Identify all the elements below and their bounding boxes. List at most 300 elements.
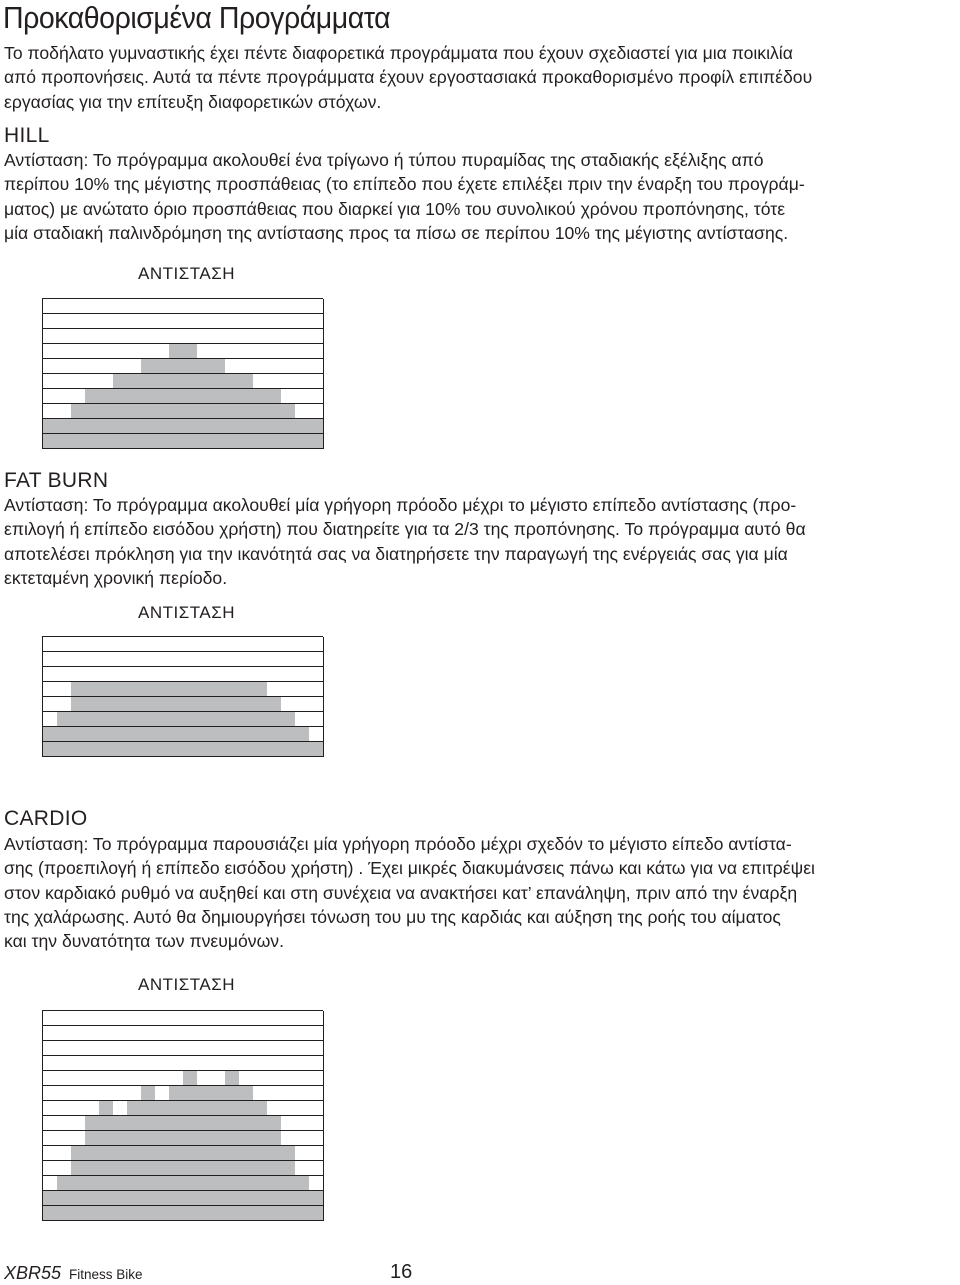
- profile-cell-filled: [85, 404, 100, 419]
- profile-cell-filled: [239, 727, 254, 742]
- profile-cell: [85, 1026, 100, 1041]
- profile-cell: [253, 344, 268, 359]
- profile-cell-filled: [295, 742, 310, 757]
- profile-cell: [197, 637, 212, 652]
- profile-cell-filled: [57, 1206, 72, 1221]
- profile-cell-filled: [183, 697, 198, 712]
- profile-cell-filled: [113, 682, 128, 697]
- profile-cell: [183, 1011, 198, 1026]
- profile-cell-filled: [295, 434, 310, 449]
- profile-cell-filled: [169, 1101, 184, 1116]
- profile-cell: [183, 299, 198, 314]
- profile-cell: [57, 682, 72, 697]
- profile-cell-filled: [169, 1206, 184, 1221]
- profile-cell-filled: [211, 1191, 226, 1206]
- profile-cell-filled: [113, 1116, 128, 1131]
- profile-cell-filled: [155, 404, 170, 419]
- profile-cell-filled: [253, 404, 268, 419]
- profile-cell-filled: [253, 1206, 268, 1221]
- profile-cell-filled: [155, 697, 170, 712]
- profile-cell: [211, 1071, 226, 1086]
- profile-cell-filled: [295, 1191, 310, 1206]
- intro-line: Το ποδήλατο γυμναστικής έχει πέντε διαφορετικά προγράμματα που έχουν σχεδιαστεί για μια ποικιλία: [4, 43, 793, 63]
- profile-cell-filled: [113, 374, 128, 389]
- profile-cell-filled: [127, 434, 142, 449]
- profile-cell: [169, 652, 184, 667]
- profile-cell-filled: [155, 1176, 170, 1191]
- profile-cell-filled: [253, 742, 268, 757]
- profile-cell-filled: [183, 1101, 198, 1116]
- profile-cell: [281, 682, 296, 697]
- profile-cell: [295, 344, 310, 359]
- profile-cell: [239, 652, 254, 667]
- profile-cell-filled: [267, 697, 282, 712]
- profile-cell-filled: [141, 682, 156, 697]
- profile-cell: [309, 727, 324, 742]
- cardio-line: Αντίσταση: Το πρόγραμμα παρουσιάζει μία γρήγορη πρόοδο μέχρι σχεδόν το μέγιστο είπεδο αντίστα-: [4, 834, 792, 854]
- profile-cell: [281, 329, 296, 344]
- profile-cell: [225, 637, 240, 652]
- profile-cell-filled: [253, 727, 268, 742]
- profile-cell-filled: [253, 1146, 268, 1161]
- profile-cell: [281, 1041, 296, 1056]
- profile-cell-filled: [155, 1191, 170, 1206]
- profile-cell-filled: [281, 419, 296, 434]
- profile-cell: [197, 1026, 212, 1041]
- profile-cell-filled: [267, 1116, 282, 1131]
- profile-cell: [183, 637, 198, 652]
- profile-cell: [267, 637, 282, 652]
- profile-cell-filled: [141, 1176, 156, 1191]
- profile-cell: [225, 667, 240, 682]
- profile-cell: [281, 1056, 296, 1071]
- profile-cell: [99, 1071, 114, 1086]
- profile-cell: [141, 1026, 156, 1041]
- profile-cell-filled: [197, 697, 212, 712]
- profile-cell-filled: [267, 419, 282, 434]
- profile-cell-filled: [127, 1161, 142, 1176]
- page-title: Προκαθορισμένα Προγράμματα: [3, 0, 391, 35]
- profile-cell-filled: [169, 344, 184, 359]
- profile-cell: [99, 314, 114, 329]
- profile-cell: [197, 667, 212, 682]
- profile-cell: [57, 1086, 72, 1101]
- profile-cell: [85, 299, 100, 314]
- profile-cell: [225, 359, 240, 374]
- profile-cell-filled: [169, 742, 184, 757]
- profile-cell-filled: [141, 1146, 156, 1161]
- profile-cell: [71, 637, 86, 652]
- profile-cell-filled: [169, 697, 184, 712]
- profile-cell-filled: [211, 419, 226, 434]
- profile-cell-filled: [57, 419, 72, 434]
- profile-cell: [113, 637, 128, 652]
- profile-cell: [43, 667, 58, 682]
- profile-cell-filled: [253, 697, 268, 712]
- profile-cell: [267, 1026, 282, 1041]
- intro-paragraph: [4, 41, 956, 114]
- profile-cell-filled: [239, 1191, 254, 1206]
- profile-cell: [43, 1011, 58, 1026]
- profile-cell: [197, 1056, 212, 1071]
- profile-cell-filled: [99, 1101, 114, 1116]
- profile-cell: [71, 329, 86, 344]
- profile-cell: [99, 637, 114, 652]
- profile-cell: [281, 374, 296, 389]
- profile-cell: [155, 1026, 170, 1041]
- profile-cell: [239, 359, 254, 374]
- profile-cell: [57, 1071, 72, 1086]
- profile-cell: [169, 667, 184, 682]
- profile-cell: [267, 359, 282, 374]
- cardio-axis-label: ΑΝΤΙΣΤΑΣΗ: [138, 975, 235, 994]
- profile-cell-filled: [85, 389, 100, 404]
- profile-cell: [85, 329, 100, 344]
- profile-cell: [183, 1056, 198, 1071]
- profile-cell: [281, 389, 296, 404]
- profile-cell-filled: [225, 419, 240, 434]
- profile-cell: [57, 329, 72, 344]
- profile-cell-filled: [141, 1206, 156, 1221]
- profile-cell-filled: [225, 697, 240, 712]
- profile-cell-filled: [85, 712, 100, 727]
- profile-cell-filled: [155, 1161, 170, 1176]
- profile-cell: [57, 1116, 72, 1131]
- profile-cell: [267, 299, 282, 314]
- profile-cell-filled: [281, 1206, 296, 1221]
- profile-cell: [309, 667, 324, 682]
- profile-cell: [85, 1101, 100, 1116]
- profile-cell: [281, 359, 296, 374]
- profile-cell: [295, 374, 310, 389]
- profile-cell-filled: [197, 1101, 212, 1116]
- profile-cell-filled: [211, 1116, 226, 1131]
- profile-cell: [211, 667, 226, 682]
- profile-cell: [141, 314, 156, 329]
- profile-cell-filled: [169, 1086, 184, 1101]
- profile-cell: [309, 1161, 324, 1176]
- profile-cell-filled: [281, 712, 296, 727]
- profile-cell-filled: [225, 1131, 240, 1146]
- profile-cell: [85, 1011, 100, 1026]
- profile-cell-filled: [85, 1191, 100, 1206]
- fat-burn-title: FAT BURN: [4, 469, 109, 492]
- profile-cell: [239, 637, 254, 652]
- profile-cell: [239, 329, 254, 344]
- profile-cell: [99, 359, 114, 374]
- profile-cell-filled: [183, 1191, 198, 1206]
- profile-cell: [253, 1071, 268, 1086]
- profile-cell: [71, 1056, 86, 1071]
- profile-cell-filled: [113, 727, 128, 742]
- profile-cell: [225, 1026, 240, 1041]
- profile-cell-filled: [155, 1206, 170, 1221]
- profile-cell-filled: [71, 727, 86, 742]
- profile-cell-filled: [211, 374, 226, 389]
- intro-line: εργασίας για την επίτευξη διαφορετικών στόχων.: [4, 91, 382, 112]
- profile-cell: [225, 344, 240, 359]
- profile-cell: [253, 329, 268, 344]
- profile-cell-filled: [141, 389, 156, 404]
- profile-cell-filled: [43, 419, 58, 434]
- profile-cell: [295, 682, 310, 697]
- profile-cell-filled: [225, 1116, 240, 1131]
- profile-cell: [71, 1041, 86, 1056]
- profile-cell-filled: [85, 1116, 100, 1131]
- profile-cell: [43, 1101, 58, 1116]
- profile-cell-filled: [57, 742, 72, 757]
- profile-cell: [309, 1026, 324, 1041]
- profile-cell-filled: [85, 1146, 100, 1161]
- profile-cell: [211, 314, 226, 329]
- cardio-title: CARDIO: [4, 807, 88, 830]
- profile-cell-filled: [267, 727, 282, 742]
- profile-cell: [71, 667, 86, 682]
- profile-cell-filled: [253, 1131, 268, 1146]
- profile-cell: [225, 299, 240, 314]
- profile-cell: [267, 652, 282, 667]
- profile-cell-filled: [253, 419, 268, 434]
- profile-cell-filled: [211, 404, 226, 419]
- profile-cell: [253, 1026, 268, 1041]
- profile-cell: [211, 329, 226, 344]
- profile-cell-filled: [239, 1206, 254, 1221]
- profile-cell-filled: [155, 1101, 170, 1116]
- profile-cell-filled: [71, 419, 86, 434]
- profile-cell: [267, 1071, 282, 1086]
- profile-cell: [309, 697, 324, 712]
- profile-cell-filled: [155, 374, 170, 389]
- profile-cell-filled: [169, 419, 184, 434]
- profile-cell: [71, 374, 86, 389]
- profile-cell: [43, 389, 58, 404]
- profile-cell-filled: [197, 1191, 212, 1206]
- profile-cell: [113, 314, 128, 329]
- profile-cell-filled: [169, 712, 184, 727]
- profile-cell-filled: [211, 1146, 226, 1161]
- profile-cell-filled: [141, 404, 156, 419]
- profile-cell: [253, 1041, 268, 1056]
- profile-cell-filled: [57, 1191, 72, 1206]
- profile-cell-filled: [183, 1086, 198, 1101]
- profile-cell: [225, 1041, 240, 1056]
- profile-cell: [99, 1041, 114, 1056]
- profile-cell: [71, 1026, 86, 1041]
- profile-cell-filled: [71, 712, 86, 727]
- profile-cell-filled: [197, 1116, 212, 1131]
- profile-cell-filled: [183, 1071, 198, 1086]
- profile-cell-filled: [155, 682, 170, 697]
- profile-cell-filled: [57, 712, 72, 727]
- profile-cell-filled: [211, 1161, 226, 1176]
- profile-cell-filled: [309, 742, 324, 757]
- profile-cell-filled: [99, 434, 114, 449]
- profile-cell-filled: [57, 434, 72, 449]
- profile-cell-filled: [183, 1176, 198, 1191]
- profile-cell: [113, 344, 128, 359]
- profile-cell-filled: [169, 1161, 184, 1176]
- profile-cell-filled: [155, 359, 170, 374]
- profile-cell-filled: [85, 1131, 100, 1146]
- fat-burn-line: αποτελέσει πρόκληση για την ικανότητά σας να διατηρήσετε την παραγωγή της ενέργειάς σας για μία: [4, 543, 788, 564]
- profile-cell-filled: [43, 727, 58, 742]
- profile-cell: [309, 1131, 324, 1146]
- profile-cell-filled: [99, 712, 114, 727]
- profile-cell-filled: [113, 1191, 128, 1206]
- profile-cell-filled: [183, 682, 198, 697]
- profile-cell: [85, 667, 100, 682]
- profile-cell-filled: [239, 404, 254, 419]
- profile-cell-filled: [155, 389, 170, 404]
- profile-cell-filled: [127, 712, 142, 727]
- profile-cell-filled: [211, 682, 226, 697]
- profile-cell: [113, 1026, 128, 1041]
- profile-cell: [295, 637, 310, 652]
- profile-cell-filled: [225, 1206, 240, 1221]
- profile-cell: [141, 329, 156, 344]
- profile-cell: [309, 652, 324, 667]
- profile-cell-filled: [197, 1206, 212, 1221]
- profile-cell-filled: [225, 1161, 240, 1176]
- profile-cell-filled: [141, 697, 156, 712]
- profile-cell: [239, 1056, 254, 1071]
- profile-cell-filled: [99, 1191, 114, 1206]
- profile-cell-filled: [169, 404, 184, 419]
- profile-cell: [225, 314, 240, 329]
- profile-cell-filled: [267, 1146, 282, 1161]
- profile-cell: [225, 329, 240, 344]
- profile-cell-filled: [267, 1161, 282, 1176]
- profile-cell-filled: [225, 374, 240, 389]
- profile-cell-filled: [99, 1131, 114, 1146]
- profile-cell: [43, 697, 58, 712]
- profile-cell: [43, 1131, 58, 1146]
- profile-cell: [85, 1056, 100, 1071]
- profile-cell-filled: [211, 434, 226, 449]
- profile-cell-filled: [225, 682, 240, 697]
- profile-cell-filled: [211, 389, 226, 404]
- profile-cell-filled: [71, 434, 86, 449]
- profile-cell: [281, 1101, 296, 1116]
- profile-cell-filled: [225, 1101, 240, 1116]
- profile-cell-filled: [141, 1101, 156, 1116]
- cardio-line: σης (προεπιλογή ή επίπεδο εισόδου χρήστη) . Έχει μικρές διακυμάνσεις πάνω και κάτω για να επιτρέψει: [4, 858, 815, 879]
- profile-cell-filled: [155, 1131, 170, 1146]
- profile-cell-filled: [155, 1116, 170, 1131]
- profile-cell-filled: [239, 1101, 254, 1116]
- profile-cell: [71, 1131, 86, 1146]
- profile-cell-filled: [267, 1206, 282, 1221]
- profile-cell-filled: [99, 389, 114, 404]
- profile-cell-filled: [183, 344, 198, 359]
- profile-cell-filled: [99, 1146, 114, 1161]
- profile-cell-filled: [85, 742, 100, 757]
- profile-cell-filled: [71, 682, 86, 697]
- profile-cell-filled: [169, 389, 184, 404]
- hill-axis-label: ΑΝΤΙΣΤΑΣΗ: [138, 264, 235, 283]
- profile-cell-filled: [211, 1131, 226, 1146]
- profile-cell: [281, 1131, 296, 1146]
- profile-cell-filled: [225, 404, 240, 419]
- profile-cell-filled: [85, 682, 100, 697]
- profile-cell: [113, 652, 128, 667]
- profile-cell: [295, 697, 310, 712]
- profile-cell-filled: [141, 1161, 156, 1176]
- profile-cell: [85, 359, 100, 374]
- profile-cell: [281, 667, 296, 682]
- profile-cell-filled: [197, 389, 212, 404]
- profile-cell-filled: [239, 434, 254, 449]
- profile-cell: [295, 329, 310, 344]
- profile-cell-filled: [127, 404, 142, 419]
- profile-cell: [141, 1011, 156, 1026]
- profile-cell: [71, 299, 86, 314]
- profile-cell: [183, 667, 198, 682]
- profile-cell: [127, 1071, 142, 1086]
- profile-cell-filled: [239, 389, 254, 404]
- profile-cell: [127, 299, 142, 314]
- profile-cell: [71, 314, 86, 329]
- profile-cell: [295, 1146, 310, 1161]
- profile-cell: [267, 682, 282, 697]
- profile-cell-filled: [183, 742, 198, 757]
- profile-cell: [281, 697, 296, 712]
- profile-cell: [127, 344, 142, 359]
- profile-cell: [225, 1056, 240, 1071]
- profile-cell-filled: [239, 1116, 254, 1131]
- profile-cell: [127, 667, 142, 682]
- profile-cell-filled: [113, 712, 128, 727]
- profile-cell-filled: [113, 1131, 128, 1146]
- profile-cell-filled: [267, 1191, 282, 1206]
- profile-cell-filled: [197, 742, 212, 757]
- profile-cell-filled: [295, 419, 310, 434]
- profile-cell-filled: [239, 1161, 254, 1176]
- profile-cell-filled: [85, 1176, 100, 1191]
- cardio-description: [4, 832, 956, 953]
- profile-cell-filled: [309, 434, 324, 449]
- profile-cell-filled: [99, 419, 114, 434]
- profile-cell-filled: [253, 1161, 268, 1176]
- profile-cell: [43, 344, 58, 359]
- profile-cell-filled: [71, 404, 86, 419]
- hill-description: [4, 148, 956, 245]
- profile-cell-filled: [197, 359, 212, 374]
- profile-cell-filled: [225, 1071, 240, 1086]
- profile-cell-filled: [309, 1206, 324, 1221]
- profile-cell: [253, 667, 268, 682]
- profile-cell-filled: [169, 1176, 184, 1191]
- profile-cell: [71, 344, 86, 359]
- profile-cell: [155, 299, 170, 314]
- profile-cell: [267, 1086, 282, 1101]
- hill-profile-chart: [42, 298, 323, 449]
- profile-cell-filled: [57, 727, 72, 742]
- profile-cell-filled: [169, 434, 184, 449]
- profile-cell: [57, 374, 72, 389]
- profile-cell-filled: [113, 404, 128, 419]
- profile-cell: [197, 329, 212, 344]
- profile-cell: [295, 1161, 310, 1176]
- profile-cell: [43, 1026, 58, 1041]
- profile-cell-filled: [225, 1176, 240, 1191]
- profile-cell-filled: [281, 404, 296, 419]
- profile-cell: [239, 299, 254, 314]
- profile-cell: [141, 652, 156, 667]
- profile-cell: [127, 359, 142, 374]
- profile-cell: [253, 314, 268, 329]
- profile-cell-filled: [183, 419, 198, 434]
